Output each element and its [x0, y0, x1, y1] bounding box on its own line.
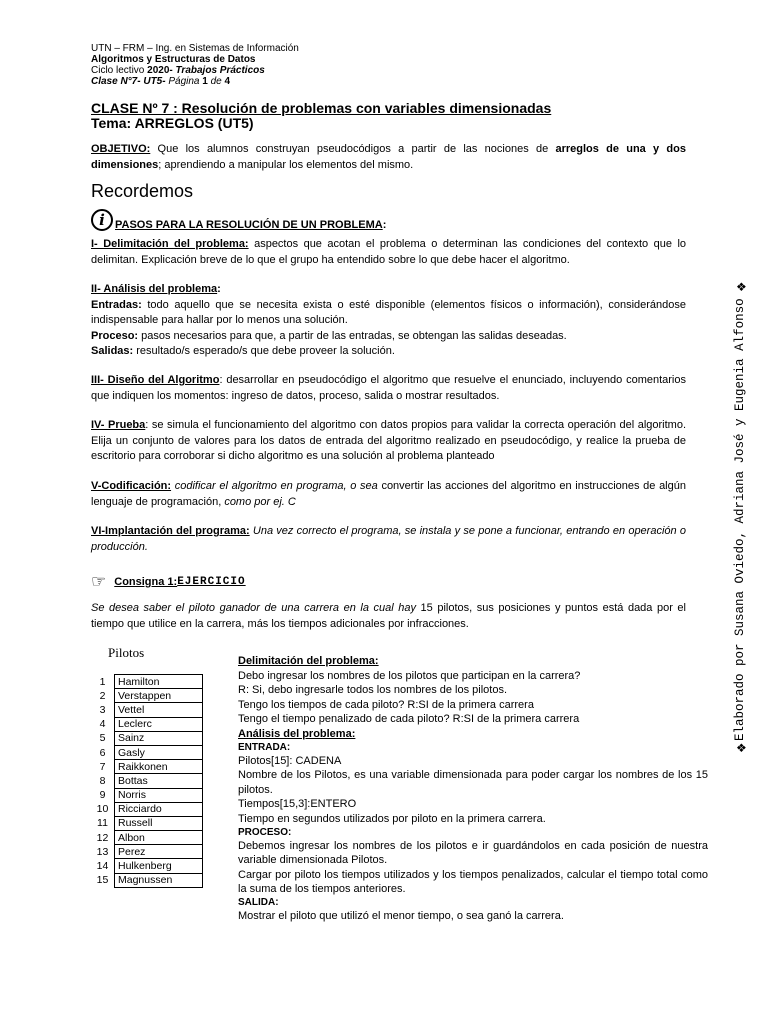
- author-credit: Elaborado por Susana Oviedo, Adriana José y Eugenia Alfonso: [733, 298, 747, 742]
- step-implantacion: [91, 524, 686, 555]
- pilot-number: 14: [96, 860, 109, 873]
- header-page-number: 1: [202, 76, 208, 87]
- pilot-number: 10: [96, 803, 109, 816]
- header-of-label: de: [207, 76, 225, 87]
- info-icon: i: [91, 209, 113, 231]
- pilot-name: Verstappen: [115, 689, 203, 703]
- step-3-label: III- Diseño del Algoritmo: [91, 374, 220, 386]
- analysis-section: [238, 654, 708, 924]
- pilot-number: 12: [96, 831, 109, 844]
- entradas-text: todo aquello que se necesita exista o esté disponible (elementos físicos o información), considerándose indispensable para hallar por lo menos una solución.: [91, 298, 686, 326]
- salida-title: SALIDA:: [238, 896, 279, 908]
- pilot-name: Norris: [115, 788, 203, 802]
- page-title: CLASE Nº 7 : Resolución de problemas con variables dimensionadas: [91, 100, 552, 116]
- enunciado-paragraph: [91, 601, 686, 632]
- recordemos-heading: Recordemos: [91, 181, 194, 201]
- pilot-name: Bottas: [115, 774, 203, 788]
- proceso-text: pasos necesarios para que, a partir de las entradas, se obtengan las salidas deseadas.: [138, 329, 567, 342]
- diamond-icon: ❖: [736, 741, 747, 755]
- pasos-colon: :: [382, 219, 387, 231]
- proceso-title: PROCESO:: [238, 826, 292, 838]
- diamond-icon: ❖: [736, 280, 747, 294]
- pilot-number: 5: [99, 732, 106, 745]
- pilot-row: [91, 873, 203, 887]
- objetivo-text: Que los alumnos construyan pseudocódigos a partir de las nociones de: [150, 143, 556, 155]
- pilot-number: 11: [97, 817, 108, 830]
- analisis-title: Análisis del problema:: [238, 727, 356, 740]
- pilot-name: Magnussen: [115, 873, 203, 887]
- step-diseno: [91, 373, 686, 404]
- pointing-hand-icon: ☞: [91, 572, 107, 591]
- pilot-number: 7: [99, 760, 106, 773]
- salida-text: Mostrar el piloto que utilizó el menor tiempo, o sea ganó la carrera.: [238, 909, 564, 922]
- step-5-text: convertir las acciones del algoritmo en instrucciones de algún lenguaje de programación,: [91, 480, 686, 508]
- step-5-label: V-Codificación:: [91, 480, 172, 492]
- step-4-label: IV- Prueba: [91, 419, 146, 431]
- pasos-label: PASOS PARA LA RESOLUCIÓN DE UN PROBLEMA: [115, 219, 383, 231]
- proceso-step-2: Cargar por piloto los tiempos utilizados y los tiempos penalizados, calcular el tiempo total como la suma de los tiempos anteriores.: [238, 868, 708, 896]
- consigna-label: Consigna 1:: [114, 576, 178, 588]
- pilot-row: [91, 774, 203, 788]
- page-subtitle: Tema: ARREGLOS (UT5): [91, 115, 254, 131]
- pilot-name: Perez: [115, 845, 203, 859]
- step-2-salidas: [91, 344, 686, 360]
- pilot-number: 8: [99, 774, 106, 787]
- pilot-row: [91, 788, 203, 802]
- step-5-italic: codificar el algoritmo en programa, o sea: [171, 480, 378, 492]
- entrada-tiempos: Tiempos[15,3]:ENTERO: [238, 798, 357, 811]
- document-header: [91, 43, 299, 87]
- pilot-name: Hamilton: [115, 675, 203, 689]
- pilot-row: [91, 845, 203, 859]
- step-2-label: II- Análisis del problema: [91, 283, 218, 295]
- pilot-name: Vettel: [115, 703, 203, 717]
- pilot-number: 4: [99, 718, 106, 731]
- header-cycle: [91, 65, 299, 76]
- title-block: [91, 100, 551, 131]
- pilot-name: Gasly: [115, 745, 203, 759]
- header-cycle-type: Trabajos Prácticos: [175, 65, 265, 76]
- pilot-row: [91, 831, 203, 845]
- step-6-text: Una vez correcto el programa, se instala y se pone a funcionar, entrando en operación o producción.: [91, 525, 686, 553]
- entradas-label: Entradas:: [91, 298, 142, 311]
- proceso-label: Proceso:: [91, 329, 139, 342]
- header-cycle-label: Ciclo lectivo: [91, 65, 148, 76]
- step-2-proceso: [91, 329, 686, 345]
- step-1-text: aspectos que acotan el problema o determinan las condiciones del contexto que lo delimitan. Explicación breve de lo que el grupo ha entendido sobre lo que debe hacer el algoritmo.: [91, 238, 687, 266]
- consigna-heading: [91, 572, 246, 592]
- pilot-name: Russell: [115, 816, 203, 830]
- step-delimitacion: [91, 237, 686, 268]
- objetivo-label: OBJETIVO:: [91, 143, 151, 155]
- entrada-pilotos-desc: Nombre de los Pilotos, es una variable dimensionada para poder cargar los nombres de los 15 pilotos.: [238, 769, 708, 796]
- pilot-row: [91, 760, 203, 774]
- pilot-name: Sainz: [115, 731, 203, 745]
- pasos-heading: [91, 209, 386, 231]
- pilot-row: [91, 703, 203, 717]
- header-cycle-year: 2020-: [147, 65, 176, 76]
- question-1: Debo ingresar los nombres de los pilotos que participan en la carrera?: [238, 669, 581, 682]
- pilotos-title: Pilotos: [108, 645, 145, 660]
- step-2-heading: [91, 282, 686, 298]
- pilot-row: [91, 802, 203, 816]
- step-4-text: : se simula el funcionamiento del algoritmo con datos propios para validar la correcta operación del algoritmo. Elija un conjunto de valores para los datos de entrada del algoritmo realizado en pseudocódigo, y realice la prueba de escritorio para corroborar si dicho algoritmo es una solución al problema planteado: [91, 419, 686, 462]
- header-institution: UTN – FRM – Ing. en Sistemas de Información: [91, 43, 299, 54]
- step-codificacion: [91, 479, 686, 510]
- objetivo-paragraph: [91, 142, 686, 173]
- delimitacion-title: Delimitación del problema:: [238, 655, 379, 667]
- header-course: Algoritmos y Estructuras de Datos: [91, 54, 256, 65]
- pilot-number: 15: [96, 874, 109, 887]
- header-page-label: Página: [168, 76, 203, 87]
- step-2-entradas: [91, 298, 686, 329]
- step-analisis: [91, 282, 686, 360]
- pilot-name: Leclerc: [115, 717, 203, 731]
- step-5-italic-end: como por ej. C: [224, 495, 296, 508]
- pilot-row: [91, 816, 203, 830]
- header-class-number: Clase N°7- UT5-: [91, 76, 169, 87]
- pilot-number: 9: [99, 789, 106, 802]
- pilot-row: [91, 689, 203, 703]
- pilot-number: 6: [99, 746, 106, 759]
- answer-1: R: Si, debo ingresarle todos los nombres de los pilotos.: [238, 684, 508, 697]
- pilot-name: Albon: [115, 831, 203, 845]
- objetivo-bold: arreglos de una y dos dimensiones: [91, 143, 686, 171]
- pilot-name: Hulkenberg: [115, 859, 203, 873]
- step-6-label: VI-Implantación del programa:: [91, 525, 250, 537]
- pilot-row: [91, 745, 203, 759]
- ejercicio-label: EJERCICIO: [177, 576, 246, 588]
- entrada-tiempos-desc: Tiempo en segundos utilizados por piloto en la primera carrera.: [238, 812, 546, 825]
- pilot-name: Ricciardo: [115, 802, 203, 816]
- header-page-info: [91, 76, 299, 87]
- pilot-name: Raikkonen: [115, 760, 203, 774]
- pilot-number: 1: [99, 675, 106, 688]
- enunciado-text: 15 pilotos, sus posiciones y puntos está dada por el tiempo que utilice en la carrera, más los tiempos adicionales por infracciones.: [91, 602, 686, 630]
- pilot-row: [91, 717, 203, 731]
- entrada-label: ENTRADA:: [238, 741, 291, 753]
- question-2: Tengo los tiempos de cada piloto? R:SI de la primera carrera: [238, 698, 534, 711]
- salidas-text: resultado/s esperado/s que debe proveer la solución.: [133, 345, 395, 357]
- pilot-number: 13: [96, 845, 109, 858]
- pilot-row: [91, 731, 203, 745]
- objetivo-text-end: ; aprendiendo a manipular los elementos del mismo.: [158, 158, 414, 171]
- proceso-step-1: Debemos ingresar los nombres de los pilotos e ir guardándolos en cada posición de nuestra variable dimensionada Pilotos.: [238, 839, 708, 867]
- entrada-pilotos: Pilotos[15]: CADENA: [238, 754, 342, 767]
- step-3-text: : desarrollar en pseudocódigo el algoritmo que resuelve el enunciado, incluyendo comentarios que indiquen los momentos: ingreso de datos, proceso, salida o mostrar resultados.: [91, 374, 686, 402]
- pilotos-table: [91, 674, 203, 888]
- pilot-number: 3: [99, 703, 106, 716]
- step-2-colon: :: [217, 283, 221, 295]
- pilot-number: 2: [99, 689, 106, 702]
- step-prueba: [91, 418, 686, 465]
- enunciado-italic: Se desea saber el piloto ganador de una carrera en la cual hay: [91, 602, 416, 614]
- pilot-row: [91, 675, 203, 689]
- pilot-row: [91, 859, 203, 873]
- header-page-total: 4: [224, 76, 231, 87]
- step-1-label: I- Delimitación del problema:: [91, 238, 249, 250]
- question-3: Tengo el tiempo penalizado de cada piloto? R:SI de la primera carrera: [238, 713, 580, 726]
- salidas-label: Salidas:: [91, 345, 134, 357]
